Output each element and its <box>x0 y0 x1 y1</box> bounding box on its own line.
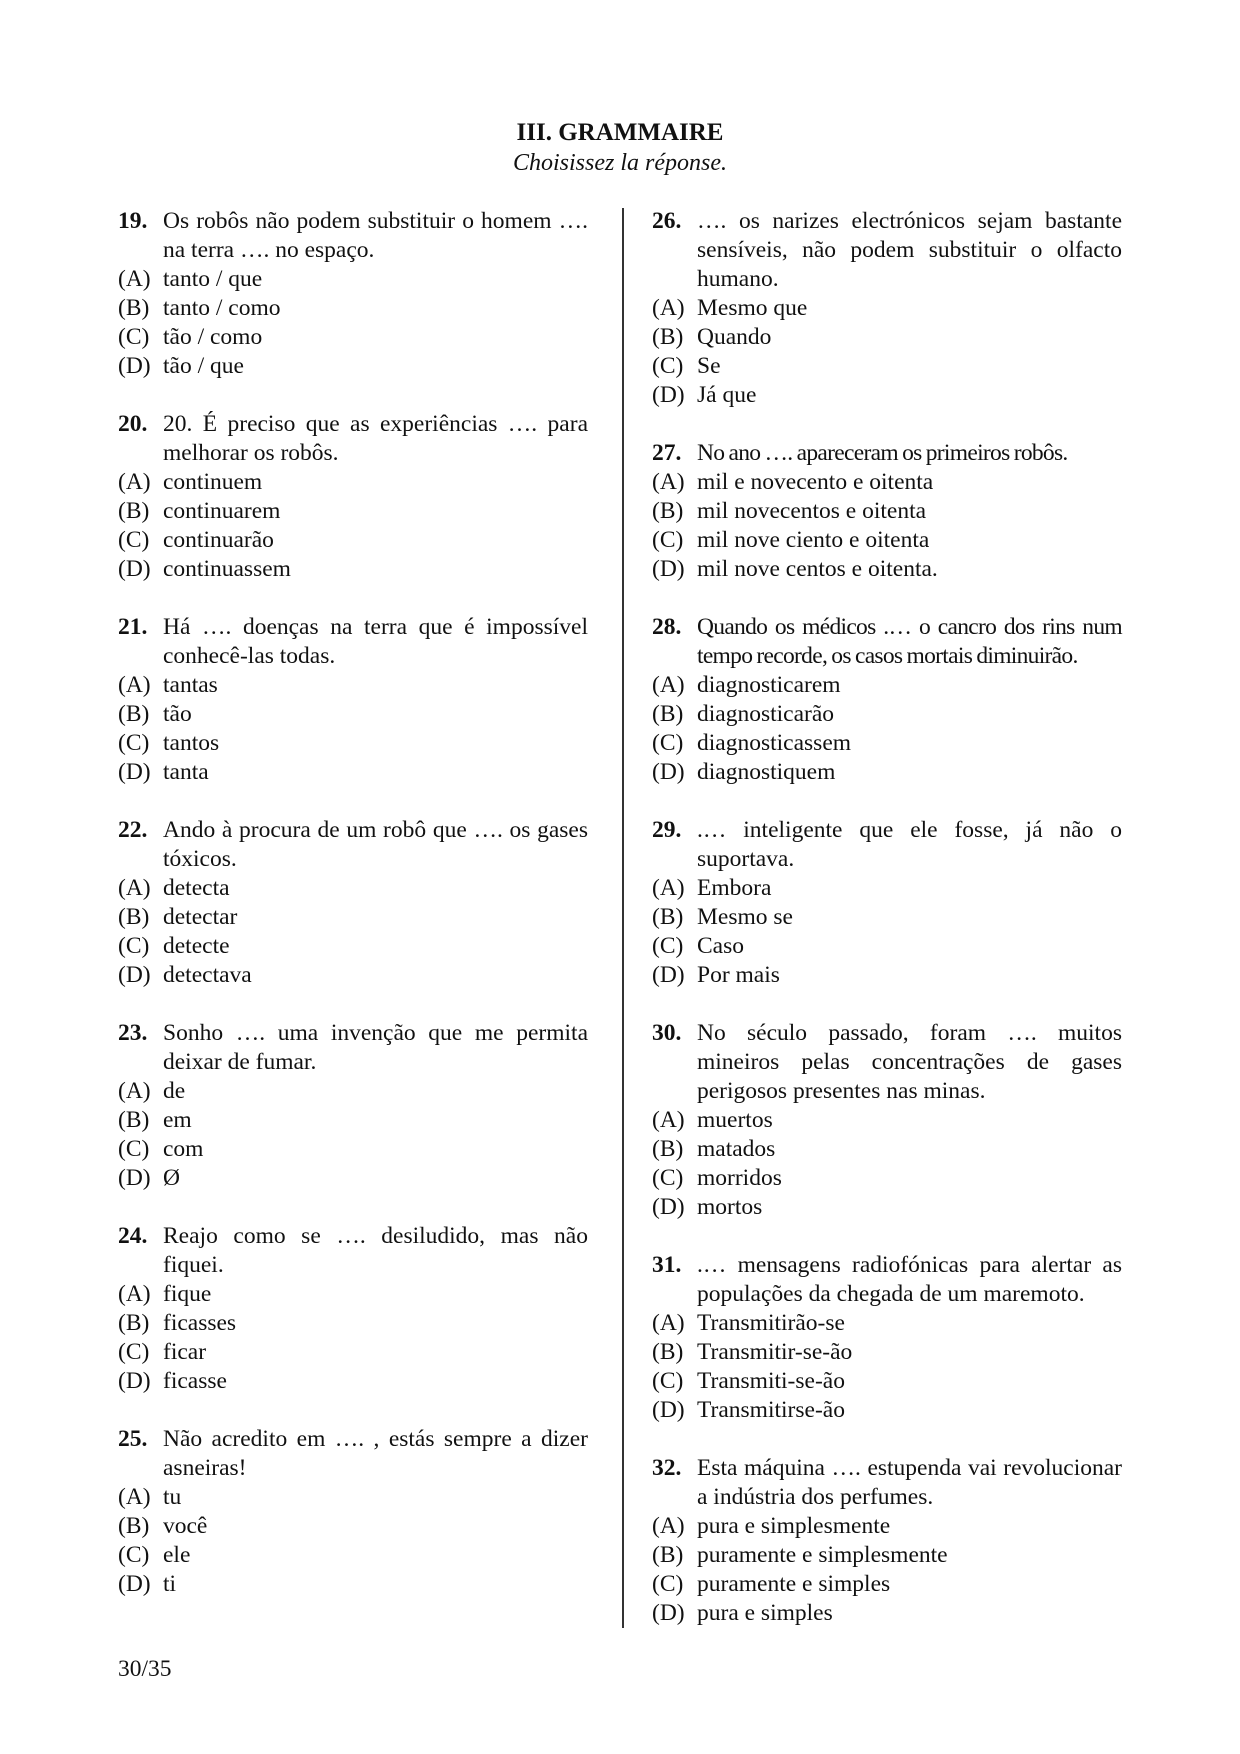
option-text: mil nove ciento e oitenta <box>697 527 930 553</box>
option-text: Por mais <box>697 962 780 988</box>
question-number: 25. <box>118 1426 148 1452</box>
question-text: Ando à procura de um robô que …. os gases tóxicos. <box>163 817 588 872</box>
answer-option[interactable] <box>652 1193 1122 1222</box>
option-text: tão / como <box>163 324 263 350</box>
question-text: 20. É preciso que as experiências …. para melhorar os robôs. <box>163 411 588 466</box>
page-number: 30/35 <box>118 1656 172 1682</box>
option-label: (D) <box>652 759 685 785</box>
option-label: (C) <box>118 527 150 553</box>
question-head <box>652 207 1122 294</box>
question-text: Esta máquina …. estupenda vai revolucionar a indústria dos perfumes. <box>697 1455 1122 1510</box>
answer-option[interactable] <box>652 961 1122 990</box>
option-label: (B) <box>118 701 150 727</box>
answer-option[interactable] <box>118 1338 588 1367</box>
option-label: (A) <box>652 875 685 901</box>
option-label: (C) <box>118 324 150 350</box>
option-text: tanto / que <box>163 266 263 292</box>
option-text: mil novecentos e oitenta <box>697 498 927 524</box>
option-text: diagnosticassem <box>697 730 852 756</box>
option-label: (C) <box>652 353 684 379</box>
option-text: Mesmo se <box>697 904 793 930</box>
answer-option[interactable] <box>652 903 1122 932</box>
option-text: com <box>163 1136 204 1162</box>
question-head <box>118 207 588 265</box>
question-number: 19. <box>118 208 148 234</box>
answer-option[interactable] <box>118 758 588 787</box>
answer-option[interactable] <box>118 1367 588 1396</box>
option-text: continuarão <box>163 527 274 553</box>
option-label: (B) <box>652 324 684 350</box>
question-number: 23. <box>118 1020 148 1046</box>
option-text: mortos <box>697 1194 763 1220</box>
option-text: ficar <box>163 1339 207 1365</box>
question-text: .… inteligente que ele fosse, já não o suportava. <box>697 817 1122 872</box>
option-label: (D) <box>118 1368 151 1394</box>
option-text: tanto / como <box>163 295 281 321</box>
question-30 <box>652 1019 1122 1222</box>
option-label: (A) <box>652 1107 685 1133</box>
option-text: pura e simplesmente <box>697 1513 891 1539</box>
option-text: tantos <box>163 730 220 756</box>
question-head <box>652 613 1122 671</box>
option-label: (D) <box>118 962 151 988</box>
answer-option[interactable] <box>118 961 588 990</box>
option-label: (A) <box>118 875 151 901</box>
answer-option[interactable] <box>652 1338 1122 1367</box>
option-text: diagnosticarão <box>697 701 835 727</box>
question-27 <box>652 439 1122 584</box>
option-label: (B) <box>118 498 150 524</box>
question-text: Quando os médicos .… o cancro dos rins num tempo recorde, os casos mortais diminuirão. <box>697 614 1122 669</box>
option-label: (A) <box>652 295 685 321</box>
answer-option[interactable] <box>118 1483 588 1512</box>
option-text: Transmitirão-se <box>697 1310 845 1336</box>
answer-option[interactable] <box>652 323 1122 352</box>
option-text: muertos <box>697 1107 773 1133</box>
option-label: (B) <box>652 498 684 524</box>
option-label: (B) <box>652 1136 684 1162</box>
answer-option[interactable] <box>118 1135 588 1164</box>
answer-option[interactable] <box>118 1541 588 1570</box>
option-text: fique <box>163 1281 212 1307</box>
option-text: tão / que <box>163 353 244 379</box>
option-label: (D) <box>118 556 151 582</box>
option-text: Ø <box>163 1165 180 1191</box>
option-label: (D) <box>118 759 151 785</box>
option-label: (B) <box>118 1513 150 1539</box>
question-32 <box>652 1454 1122 1628</box>
question-head <box>652 1454 1122 1512</box>
option-text: Se <box>697 353 721 379</box>
option-label: (A) <box>118 1078 151 1104</box>
option-text: pura e simples <box>697 1600 833 1626</box>
option-text: tão <box>163 701 192 727</box>
option-text: Quando <box>697 324 772 350</box>
answer-option[interactable] <box>118 1570 588 1599</box>
option-label: (C) <box>652 1165 684 1191</box>
answer-option[interactable] <box>118 1106 588 1135</box>
answer-option[interactable] <box>118 1280 588 1309</box>
answer-option[interactable] <box>652 1396 1122 1425</box>
option-label: (A) <box>652 672 685 698</box>
question-head <box>652 816 1122 874</box>
right-column <box>652 207 1122 1657</box>
answer-option[interactable] <box>118 526 588 555</box>
question-head <box>652 1019 1122 1106</box>
answer-option[interactable] <box>652 874 1122 903</box>
option-label: (D) <box>652 382 685 408</box>
answer-option[interactable] <box>652 468 1122 497</box>
question-number: 27. <box>652 440 682 466</box>
question-text: Reajo como se …. desiludido, mas não fiquei. <box>163 1223 588 1278</box>
option-text: detectava <box>163 962 252 988</box>
option-text: tanta <box>163 759 209 785</box>
answer-option[interactable] <box>118 265 588 294</box>
option-text: Embora <box>697 875 772 901</box>
answer-option[interactable] <box>118 874 588 903</box>
option-text: Caso <box>697 933 744 959</box>
section-title: III. GRAMMAIRE <box>516 119 724 146</box>
option-label: (A) <box>118 672 151 698</box>
answer-option[interactable] <box>118 671 588 700</box>
answer-option[interactable] <box>118 903 588 932</box>
answer-option[interactable] <box>652 1309 1122 1338</box>
option-label: (B) <box>118 1107 150 1133</box>
question-23 <box>118 1019 588 1193</box>
option-label: (D) <box>652 1600 685 1626</box>
question-number: 28. <box>652 614 682 640</box>
option-text: ti <box>163 1571 177 1597</box>
answer-option[interactable] <box>652 526 1122 555</box>
question-text: Não acredito em …. , estás sempre a dizer asneiras! <box>163 1426 588 1481</box>
answer-option[interactable] <box>652 1570 1122 1599</box>
option-label: (D) <box>118 1571 151 1597</box>
question-head <box>118 1019 588 1077</box>
question-text: No século passado, foram …. muitos mineiros pelas concentrações de gases perigosos presentes nas minas. <box>697 1020 1122 1104</box>
page-header <box>0 118 1240 178</box>
option-text: Mesmo que <box>697 295 808 321</box>
answer-option[interactable] <box>652 758 1122 787</box>
option-label: (C) <box>652 1368 684 1394</box>
option-label: (A) <box>118 1281 151 1307</box>
option-text: continuassem <box>163 556 291 582</box>
question-number: 31. <box>652 1252 682 1278</box>
question-text: No ano …. apareceram os primeiros robôs. <box>697 440 1068 466</box>
question-number: 24. <box>118 1223 148 1249</box>
answer-option[interactable] <box>652 932 1122 961</box>
answer-option[interactable] <box>118 555 588 584</box>
answer-option[interactable] <box>118 1309 588 1338</box>
question-31 <box>652 1251 1122 1425</box>
option-label: (C) <box>118 933 150 959</box>
option-label: (B) <box>652 1542 684 1568</box>
option-text: continuem <box>163 469 263 495</box>
option-label: (C) <box>118 1339 150 1365</box>
answer-option[interactable] <box>652 555 1122 584</box>
answer-option[interactable] <box>652 352 1122 381</box>
answer-option[interactable] <box>652 700 1122 729</box>
answer-option[interactable] <box>652 1135 1122 1164</box>
option-text: ele <box>163 1542 191 1568</box>
question-text: .… mensagens radiofónicas para alertar as populações da chegada de um maremoto. <box>697 1252 1122 1307</box>
option-text: matados <box>697 1136 776 1162</box>
answer-option[interactable] <box>118 729 588 758</box>
option-text: em <box>163 1107 192 1133</box>
option-label: (B) <box>652 701 684 727</box>
option-text: detecte <box>163 933 230 959</box>
option-label: (C) <box>652 527 684 553</box>
option-text: ficasses <box>163 1310 237 1336</box>
question-number: 32. <box>652 1455 682 1481</box>
answer-option[interactable] <box>118 1164 588 1193</box>
question-20 <box>118 410 588 584</box>
answer-option[interactable] <box>652 1164 1122 1193</box>
option-label: (B) <box>118 904 150 930</box>
answer-option[interactable] <box>652 1541 1122 1570</box>
question-head <box>118 410 588 468</box>
option-label: (A) <box>118 1484 151 1510</box>
option-text: puramente e simplesmente <box>697 1542 948 1568</box>
answer-option[interactable] <box>652 729 1122 758</box>
answer-option[interactable] <box>118 352 588 381</box>
column-divider <box>622 208 624 1628</box>
question-text: Os robôs não podem substituir o homem …. na terra …. no espaço. <box>163 208 588 263</box>
question-head <box>652 439 1122 468</box>
question-24 <box>118 1222 588 1396</box>
question-head <box>118 1425 588 1483</box>
question-29 <box>652 816 1122 990</box>
left-column <box>118 207 588 1628</box>
option-text: detecta <box>163 875 230 901</box>
answer-option[interactable] <box>652 1367 1122 1396</box>
option-label: (A) <box>652 1513 685 1539</box>
question-number: 30. <box>652 1020 682 1046</box>
option-text: mil nove centos e oitenta. <box>697 556 938 582</box>
option-text: tantas <box>163 672 218 698</box>
answer-option[interactable] <box>118 1077 588 1106</box>
option-label: (A) <box>652 469 685 495</box>
option-label: (B) <box>652 1339 684 1365</box>
option-label: (A) <box>118 266 151 292</box>
answer-option[interactable] <box>118 294 588 323</box>
answer-option[interactable] <box>652 671 1122 700</box>
question-28 <box>652 613 1122 787</box>
option-label: (C) <box>118 1542 150 1568</box>
option-label: (B) <box>652 904 684 930</box>
option-text: puramente e simples <box>697 1571 891 1597</box>
question-number: 21. <box>118 614 148 640</box>
answer-option[interactable] <box>118 1512 588 1541</box>
instruction: Choisissez la réponse. <box>512 150 727 176</box>
option-text: Transmitirse-ão <box>697 1397 845 1423</box>
question-number: 22. <box>118 817 148 843</box>
option-label: (C) <box>652 1571 684 1597</box>
answer-option[interactable] <box>652 294 1122 323</box>
option-label: (D) <box>652 1194 685 1220</box>
answer-option[interactable] <box>118 323 588 352</box>
option-label: (B) <box>118 1310 150 1336</box>
answer-option[interactable] <box>118 497 588 526</box>
option-label: (D) <box>652 556 685 582</box>
option-label: (D) <box>118 1165 151 1191</box>
answer-option[interactable] <box>652 1599 1122 1628</box>
question-head <box>118 816 588 874</box>
question-head <box>118 613 588 671</box>
answer-option[interactable] <box>118 932 588 961</box>
option-label: (A) <box>118 469 151 495</box>
option-label: (D) <box>118 353 151 379</box>
option-label: (B) <box>118 295 150 321</box>
option-text: tu <box>163 1484 182 1510</box>
option-text: detectar <box>163 904 238 930</box>
option-label: (A) <box>652 1310 685 1336</box>
question-21 <box>118 613 588 787</box>
option-text: mil e novecento e oitenta <box>697 469 934 495</box>
option-text: Transmiti-se-ão <box>697 1368 845 1394</box>
answer-option[interactable] <box>118 468 588 497</box>
option-label: (D) <box>652 1397 685 1423</box>
option-text: morridos <box>697 1165 782 1191</box>
question-25 <box>118 1425 588 1599</box>
option-label: (C) <box>652 933 684 959</box>
option-text: você <box>163 1513 208 1539</box>
option-label: (D) <box>652 962 685 988</box>
option-label: (C) <box>652 730 684 756</box>
question-number: 26. <box>652 208 682 234</box>
option-label: (C) <box>118 730 150 756</box>
question-22 <box>118 816 588 990</box>
option-text: diagnosticarem <box>697 672 841 698</box>
question-head <box>118 1222 588 1280</box>
option-text: Já que <box>697 382 757 408</box>
question-19 <box>118 207 588 381</box>
question-number: 20. <box>118 411 148 437</box>
question-text: …. os narizes electrónicos sejam bastante sensíveis, não podem substituir o olfacto humano. <box>697 208 1122 292</box>
option-text: ficasse <box>163 1368 227 1394</box>
option-text: de <box>163 1078 186 1104</box>
answer-option[interactable] <box>652 381 1122 410</box>
option-text: Transmitir-se-ão <box>697 1339 853 1365</box>
question-text: Há …. doenças na terra que é impossível conhecê-las todas. <box>163 614 588 669</box>
question-text: Sonho …. uma invenção que me permita deixar de fumar. <box>163 1020 588 1075</box>
option-text: continuarem <box>163 498 281 524</box>
option-label: (C) <box>118 1136 150 1162</box>
option-text: diagnostiquem <box>697 759 836 785</box>
answer-option[interactable] <box>652 497 1122 526</box>
question-number: 29. <box>652 817 682 843</box>
question-26 <box>652 207 1122 410</box>
question-head <box>652 1251 1122 1309</box>
answer-option[interactable] <box>652 1106 1122 1135</box>
answer-option[interactable] <box>652 1512 1122 1541</box>
answer-option[interactable] <box>118 700 588 729</box>
